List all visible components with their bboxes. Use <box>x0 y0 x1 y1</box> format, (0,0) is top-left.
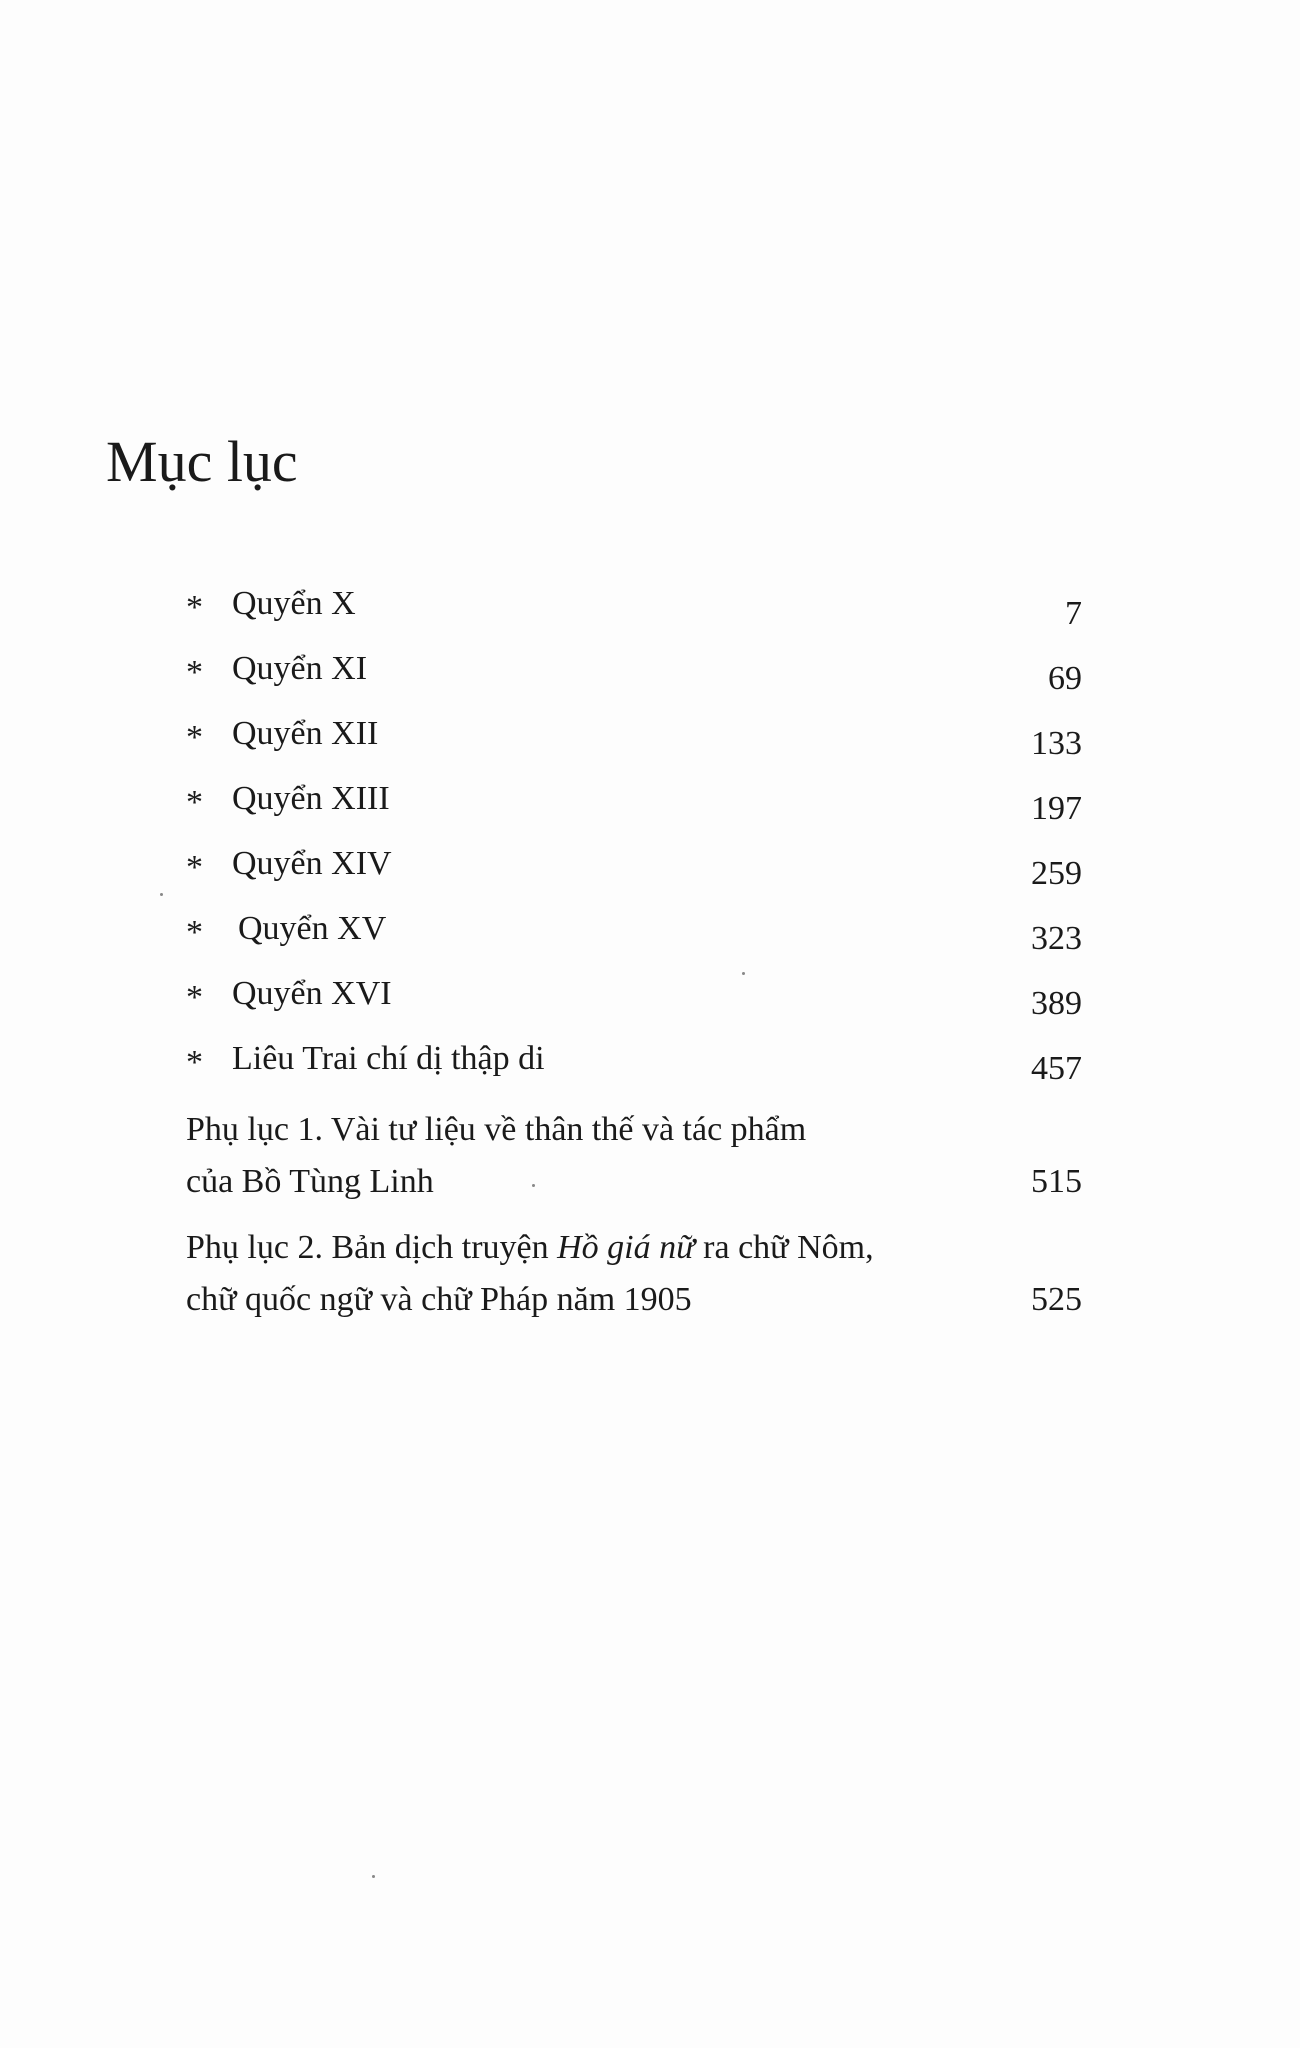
toc-entry <box>186 840 1082 892</box>
entry-label: Quyển XI <box>232 650 368 687</box>
entry-label: Quyển XIII <box>232 780 390 817</box>
toc-entry <box>186 970 1082 1022</box>
toc-entry <box>186 775 1082 827</box>
speck <box>372 1875 375 1878</box>
bullet-star: * <box>186 719 203 756</box>
bullet-star: * <box>186 979 203 1016</box>
speck <box>532 1184 535 1187</box>
entry-label: Quyển XIV <box>232 845 392 882</box>
appendix-line: của Bồ Tùng Linh <box>186 1163 434 1200</box>
entry-label: Liêu Trai chí dị thập di <box>232 1040 545 1077</box>
text: Phụ lục 2. Bản dịch truyện <box>186 1229 558 1266</box>
appendix-line: Phụ lục 1. Vài tư liệu về thân thế và tác phẩm <box>186 1111 807 1148</box>
toc-entry <box>186 710 1082 762</box>
entry-page: 525 <box>1031 1281 1082 1318</box>
entry-page: 389 <box>1031 985 1082 1022</box>
entry-label: Quyển XVI <box>232 975 392 1012</box>
entry-page: 515 <box>1031 1163 1082 1200</box>
entry-label: Quyển X <box>232 585 356 622</box>
appendix-entry <box>186 1222 1082 1326</box>
italic-title: Hồ giá nữ <box>557 1229 695 1266</box>
text: ra chữ Nôm, <box>694 1229 874 1266</box>
bullet-star: * <box>186 784 203 821</box>
toc-entry <box>186 580 1082 632</box>
bullet-star: * <box>186 654 203 691</box>
entry-page: 259 <box>1031 855 1082 892</box>
entry-page: 457 <box>1031 1050 1082 1087</box>
entry-label: Quyển XII <box>232 715 379 752</box>
toc-entry <box>186 905 1082 957</box>
entry-page: 69 <box>1048 660 1082 697</box>
bullet-star: * <box>186 1044 203 1081</box>
toc-entry <box>186 645 1082 697</box>
speck <box>160 893 163 896</box>
toc-entry <box>186 1035 1082 1087</box>
entry-label: Quyển XV <box>238 910 387 947</box>
entry-page: 323 <box>1031 920 1082 957</box>
bullet-star: * <box>186 914 203 951</box>
entry-page: 197 <box>1031 790 1082 827</box>
entry-page: 133 <box>1031 725 1082 762</box>
appendix-line <box>186 1222 1082 1274</box>
appendix-entry <box>186 1104 1082 1208</box>
appendix-line: chữ quốc ngữ và chữ Pháp năm 1905 <box>186 1281 692 1318</box>
bullet-star: * <box>186 849 203 886</box>
bullet-star: * <box>186 589 203 626</box>
entry-page: 7 <box>1065 595 1082 632</box>
page-title: Mục lục <box>106 429 298 494</box>
speck <box>742 972 745 975</box>
